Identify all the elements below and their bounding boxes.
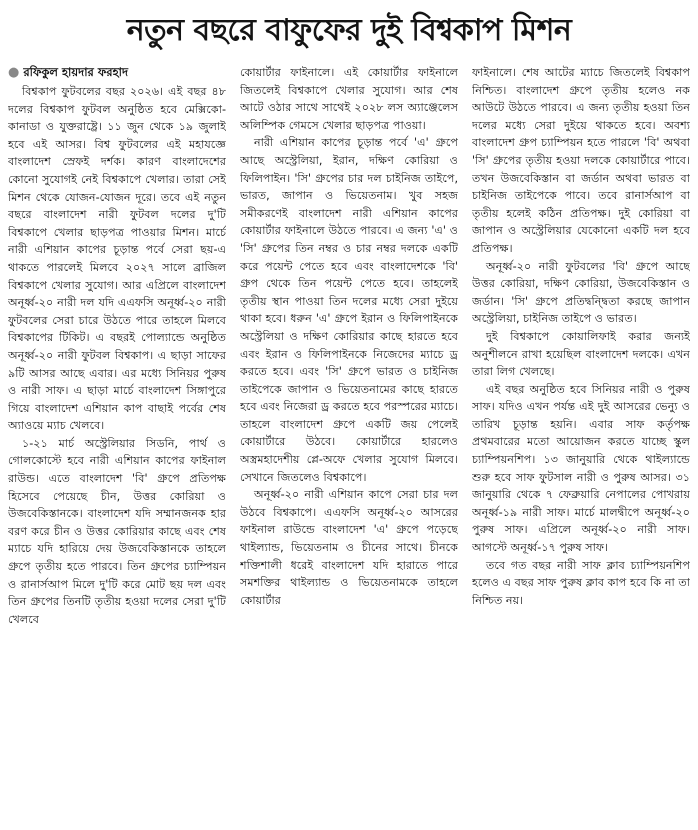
column-2 (240, 64, 458, 824)
column-3 (472, 64, 690, 824)
paragraph: অনূর্ধ্ব-২০ নারী ফুটবলের 'বি' গ্রুপে আছে উত্তর কোরিয়া, দক্ষিণ কোরিয়া, উজবেকিস্তান ও জর্ডান। 'সি' গ্রুপে প্রতিদ্বন্দ্বিতা করছে জাপান অস্ট্রেলিয়া, চাইনিজ তাইপে ও ভারত। (472, 259, 690, 326)
paragraph: তবে গত বছর নারী সাফ ক্লাব চ্যাম্পিয়নশিপ হলেও এ বছর সাফ পুরুষ ক্লাব কাপ হবে কি না তা নিশ্চিত নয়। (472, 558, 690, 607)
headline: নতুন বছরে বাফুফের দুই বিশ্বকাপ মিশন (126, 13, 572, 48)
paragraph: ফাইনালে। শেষ আটের ম্যাচে জিতলেই বিশ্বকাপ নিশ্চিত। বাংলাদেশ গ্রুপে তৃতীয় হলেও নক আউটে উঠতে পারবে। এ জন্য তৃতীয় হওয়া তিন দলের মধ্যে সেরা দুইয়ে থাকতে হবে। অবশ্য বাংলাদেশ গ্রুপ চ্যাম্পিয়ন হতে পারলে 'বি' অথবা 'সি' গ্রুপের তৃতীয় হওয়া দলকে কোয়ার্টারে পাবে। তখন উজবেকিস্তান বা জর্ডান অথবা ভারত বা চাইনিজ তাইপেকে পাবে। তবে রানার্সআপ বা তৃতীয় হলেই কঠিন প্রতিপক্ষ। দুই কোরিয়া বা জাপান ও অস্ট্রেলিয়ার যেকোনো একটি দল হবে প্রতিপক্ষ। (472, 66, 690, 255)
author-name: রফিকুল হায়দার ফরহাদ (23, 65, 129, 79)
paragraph: নারী এশিয়ান কাপের চূড়ান্ত পর্বে 'এ' গ্রুপে আছে অস্ট্রেলিয়া, ইরান, দক্ষিণ কোরিয়া ও ফিলিপাইন। 'সি' গ্রুপের চার দল চাইনিজ তাইপে, ভারত, জাপান ও ভিয়েতনাম। খুব সহজ সমীকরণেই বাংলাদেশ নারী এশিয়ান কাপের কোয়ার্টার ফাইনালে উঠতে পারবে। এ জন্য 'এ' ও 'সি' গ্রুপের তিন নম্বর ও চার নম্বর দলকে একটি করে পয়েন্ট পেতে হবে এবং বাংলাদেশকে 'বি' গ্রুপ থেকে তিন পয়েন্ট পেতে হবে। তাহলেই তৃতীয় স্থান পাওয়া তিন দলের মধ্যে সেরা দুইয়ে থাকা হবে। ধরুন 'এ' গ্রুপে ইরান ও ফিলিপাইনকে অস্ট্রেলিয়া ও দক্ষিণ কোরিয়ার কাছে হারতে হবে এবং ইরান ও ফিলিপাইনকে নিজেদের ম্যাচে ড্র করতে হবে। এবং 'সি' গ্রুপে ভারত ও চাইনিজ তাইপেকে জাপান ও ভিয়েতনামের কাছে হারতে হবে এবং নিজেরা ড্র করতে হবে পরস্পরের ম্যাচে। তাহলে বাংলাদেশ গ্রুপে একটি জয় পেলেই কোয়ার্টারে উঠবে। কোয়ার্টারে হারলেও অস্ত্রমহাদেশীয় প্লে-অফে খেলার সুযোগ মিলবে। সেখানে জিতলেও বিশ্বকাপে। (240, 136, 458, 484)
article-body (8, 64, 690, 824)
paragraph: কোয়ার্টার ফাইনালে। এই কোয়ার্টার ফাইনালে জিতলেই বিশ্বকাপে খেলার সুযোগ। আর শেষ আটে ওঠার সাথে সাথেই ২০২৮ লস অ্যাঞ্জেলেস অলিম্পিক গেমসে খেলার ছাড়পত্র পাওয়া। (240, 66, 458, 132)
paragraph: অনূর্ধ্ব-২০ নারী এশিয়ান কাপে সেরা চার দল উঠবে বিশ্বকাপে। এএফসি অনূর্ধ্ব-২০ আসরের ফাইনাল রাউন্ডে বাংলাদেশ 'এ' গ্রুপে পড়েছে থাইল্যান্ড, ভিয়েতনাম ও চীনের সাথে। চীনকে শক্তিশালী ধরেই বাংলাদেশ যদি হারাতে পারে সমশক্তির থাইল্যান্ড ও ভিয়েতনামকে তাহলে কোয়ার্টার (240, 488, 458, 607)
bullet-icon: ● (8, 65, 20, 80)
paragraph: দুই বিশ্বকাপে কোয়ালিফাই করার জন্যই অনুশীলনে রাখা হয়েছিল বাংলাদেশ দলকে। এখন তারা লিগ খেলছে। (472, 329, 690, 379)
paragraph: ১-২১ মার্চ অস্ট্রেলিয়ার সিডনি, পার্থ ও গোলকোস্টে হবে নারী এশিয়ান কাপের ফাইনাল রাউন্ড। এতে বাংলাদেশ 'বি' গ্রুপে প্রতিপক্ষ হিসেবে পেয়েছে চীন, উত্তর কোরিয়া ও উজবেকিস্তানকে। বাংলাদেশ যদি সম্মানজনক হার বরণ করে চীন ও উত্তর কোরিয়ার কাছে এবং শেষ ম্যাচে যদি হারিয়ে দেয় উজবেকিস্তানকে তাহলে গ্রুপে তৃতীয় হতে পারবে। তিন গ্রুপের চ্যাম্পিয়ন ও রানার্সআপ মিলে দু'টি করে মোট ছয় দল এবং তিন গ্রুপের তিনটি তৃতীয় হওয়া দলের সেরা দু'টি খেলবে (8, 436, 226, 626)
column-1 (8, 64, 226, 824)
byline (8, 64, 226, 81)
paragraph: এই বছর অনুষ্ঠিত হবে সিনিয়র নারী ও পুরুষ সাফ। যদিও এখন পর্যন্ত এই দুই আসরের ভেন্যু ও তারিখ চূড়ান্ত হয়নি। এবার সাফ কর্তৃপক্ষ প্রথমবারের মতো আয়োজন করতে যাচ্ছে স্কুল চ্যাম্পিয়নশিপ। ১৩ জানুয়ারি থেকে থাইল্যান্ডে শুরু হবে সাফ ফুটসাল নারী ও পুরুষ আসর। ৩১ জানুয়ারি থেকে ৭ ফেব্রুয়ারি নেপালের পোখরায় অনূর্ধ্ব-১৯ নারী সাফ। মার্চে মালদ্বীপে অনূর্ধ্ব-২০ পুরুষ সাফ। এপ্রিলে অনূর্ধ্ব-২০ নারী সাফ। আগস্টে অনূর্ধ্ব-১৭ পুরুষ সাফ। (472, 382, 690, 555)
paragraph: বিশ্বকাপ ফুটবলের বছর ২০২৬। এই বছর ৪৮ দলের বিশ্বকাপ ফুটবল অনুষ্ঠিত হবে মেক্সিকো-কানাডা ও যুক্তরাষ্ট্রে। ১১ জুন থেকে ১৯ জুলাই হবে এই আসর। বিশ্ব ফুটবলের এই মহাযজ্ঞে বাংলাদেশ স্রেফই দর্শক। কারণ বাংলাদেশের কোনো সুযোগই নেই বিশ্বকাপে খেলার। তারা সেই মিশন থেকে যোজন-যোজন দূরে। তবে এই নতুন বছরে বাংলাদেশ নারী ফুটবল দলের দু'টি বিশ্বকাপে খেলার ছাড়পত্র পাওয়ার মিশন। মার্চে নারী এশিয়ান কাপের চূড়ান্ত পর্বে সেরা ছয়-এ থাকতে পারলেই মিলবে ২০২৭ সালে ব্রাজিল বিশ্বকাপে খেলার সুযোগ। আর এপ্রিলে বাংলাদেশ অনূর্ধ্ব-২০ নারী দল যদি এএফসি অনূর্ধ্ব-২০ নারী ফুটবলের সেরা চারে উঠতে পারে তাহলে মিলবে বিশ্বকাপের টিকিট। এ বছরই পোল্যান্ডে অনুষ্ঠিত অনূর্ধ্ব-২০ নারী ফুটবল বিশ্বকাপ। এ ছাড়া সাফের ৯টি আসর আছে এবার। এর মধ্যে সিনিয়র পুরুষ ও নারী সাফ। এ ছাড়া মার্চে বাংলাদেশ সিঙ্গাপুরে গিয়ে বাংলাদেশ এশিয়ান কাপ বাছাই পর্বের শেষ অ্যাওয়ে ম্যাচ খেলবে। (8, 85, 226, 433)
